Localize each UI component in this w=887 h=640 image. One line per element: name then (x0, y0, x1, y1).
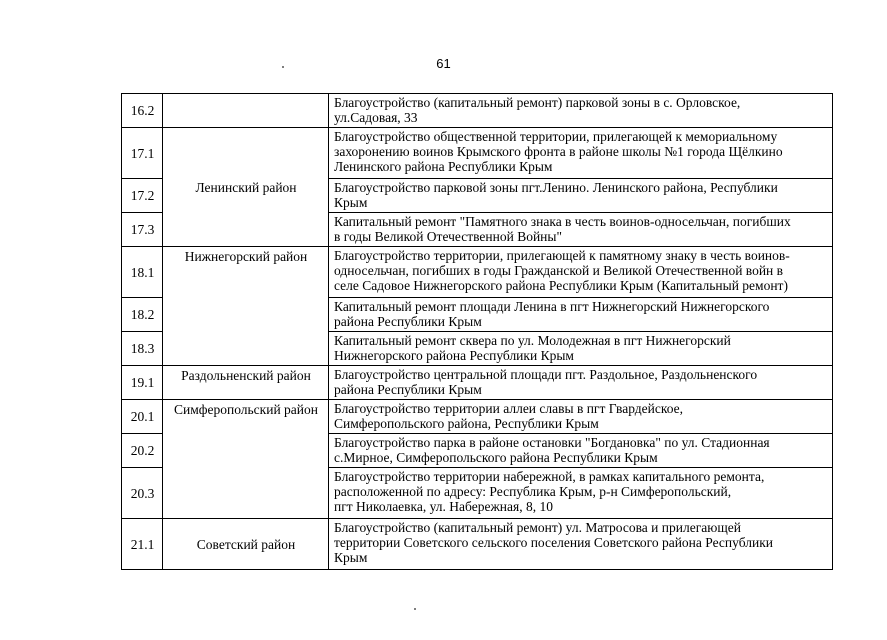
row-number: 19.1 (122, 366, 163, 400)
row-description: Благоустройство парка в районе остановки "Богдановка" по ул. Стадионная с.Мирное, Симферопольского района Республики Крым (329, 434, 833, 468)
district-cell: Симферопольский район (163, 400, 329, 519)
row-number: 20.1 (122, 400, 163, 434)
row-description: Благоустройство (капитальный ремонт) ул. Матросова и прилегающей территории Советского сельского поселения Советского района Республики Крым (329, 519, 833, 570)
table-row (122, 247, 833, 298)
scan-speck (282, 66, 284, 68)
projects-table (121, 93, 833, 570)
row-description: Благоустройство общественной территории, прилегающей к мемориальному захоронению воинов Крымского фронта в районе школы №1 города Щёлкино Ленинского района Республики Крым (329, 128, 833, 179)
row-number: 18.2 (122, 298, 163, 332)
row-description: Благоустройство центральной площади пгт. Раздольное, Раздольненского района Республики Крым (329, 366, 833, 400)
row-number: 20.3 (122, 468, 163, 519)
row-description: Капитальный ремонт площади Ленина в пгт Нижнегорский Нижнегорского района Республики Крым (329, 298, 833, 332)
district-cell: Нижнегорский район (163, 247, 329, 366)
district-cell: Раздольненский район (163, 366, 329, 400)
row-number: 17.1 (122, 128, 163, 179)
row-description: Благоустройство (капитальный ремонт) парковой зоны в с. Орловское, ул.Садовая, 33 (329, 94, 833, 128)
row-description: Благоустройство территории аллеи славы в пгт Гвардейское, Симферопольского района, Республики Крым (329, 400, 833, 434)
row-description: Благоустройство территории набережной, в рамках капитального ремонта, расположенной по адресу: Республика Крым, р-н Симферопольский, пгт Николаевка, ул. Набережная, 8, 10 (329, 468, 833, 519)
table-row (122, 366, 833, 400)
table-row (122, 94, 833, 128)
row-description: Капитальный ремонт "Памятного знака в честь воинов-односельчан, погибших в годы Великой Отечественной Войны" (329, 213, 833, 247)
row-description: Благоустройство территории, прилегающей к памятному знаку в честь воинов- односельчан, погибших в годы Гражданской и Великой Отечественной войн в селе Садовое Нижнегорского района Республики Крым (Капитальный ремонт) (329, 247, 833, 298)
district-cell (163, 94, 329, 128)
district-cell: Советский район (163, 519, 329, 570)
row-number: 18.1 (122, 247, 163, 298)
page-number: 61 (436, 56, 451, 71)
row-number: 21.1 (122, 519, 163, 570)
scan-speck (414, 608, 416, 610)
row-number: 16.2 (122, 94, 163, 128)
district-cell: Ленинский район (163, 128, 329, 247)
row-number: 20.2 (122, 434, 163, 468)
row-number: 17.3 (122, 213, 163, 247)
table-row (122, 519, 833, 570)
row-number: 18.3 (122, 332, 163, 366)
row-description: Капитальный ремонт сквера по ул. Молодежная в пгт Нижнегорский Нижнегорского района Республики Крым (329, 332, 833, 366)
table-row (122, 128, 833, 179)
row-number: 17.2 (122, 179, 163, 213)
row-description: Благоустройство парковой зоны пгт.Ленино. Ленинского района, Республики Крым (329, 179, 833, 213)
table-row (122, 400, 833, 434)
